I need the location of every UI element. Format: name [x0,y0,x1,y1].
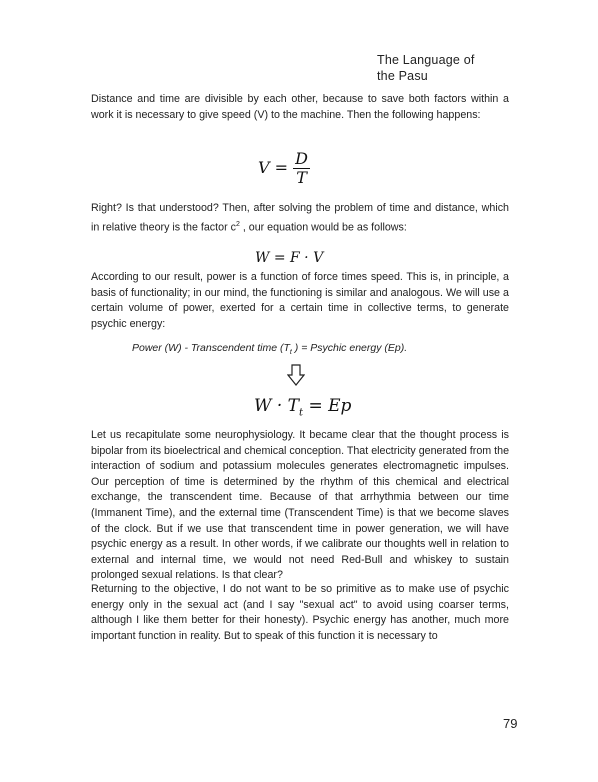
fraction-denominator: T [296,168,307,187]
fraction-numerator: D [295,149,308,168]
formula-power: W = F · V [255,250,324,266]
paragraph-text: According to our result, power is a function of force times speed. This is, in principle, a basis of functionality; in our mind, the functioning is similar and analogous. We will use a certain volume of power, exerted for a certain time in collective terms, to generate psychic energy: [91,271,509,330]
inline-equation [132,342,407,356]
text-run: , our equation would be as follows: [239,221,407,234]
subscript: t [289,349,292,357]
superscript: 2 [235,220,240,228]
fraction [293,150,310,187]
paragraph-text: Let us recapitulate some neurophysiology. It became clear that the thought process is bipolar from its bioelectrical and chemical conception. That electricity generated from the interaction of sodium and potassium molecules generates electromagnetic impulses. Our perception of time is determined by the rhythm of this chemical and electrical exchange, the transcendent time. Because of that arrhythmia between our time (Immanent Time), and the external time (Transcendent Time) is that we become slaves of the clock. But if we use that transcendent time in power generation, we will have psychic energy as a result. In other words, if we calibrate our thoughts well in relation to external and internal time, we would not need Red-Bull and whiskey to sustain prolonged sexual relations. Is that clear? [91,429,510,582]
formula-speed [258,150,310,187]
formula-psychic-energy [254,396,351,418]
paragraph-text [91,201,509,236]
formula-lhs: V = [258,158,289,177]
paragraph-neurophysiology [91,428,509,584]
paragraph-objective [91,582,509,644]
header-line-2: the Pasu [377,69,428,83]
running-header [377,52,475,84]
formula-subscript: t [299,407,304,419]
formula-rhs: = Ep [303,396,352,416]
paragraph-speed [91,92,509,123]
paragraph-relativity [91,201,509,236]
paragraph-text: Distance and time are divisible by each other, because to save both factors within a work it is necessary to give speed (V) to the machine. Then the following happens: [91,93,509,121]
text-run: Power (W) - Transcendent time (T [132,342,290,354]
header-line-1: The Language of [377,53,475,67]
page-number: 79 [503,716,518,731]
text-run: ) = Psychic energy (Ep). [291,342,408,354]
formula-main: W · T [254,396,300,416]
paragraph-text: Returning to the objective, I do not want to be so primitive as to make use of psychic energy only in the sexual act (and I say "sexual act" to avoid using coarser terms, although I like them better for their honesty). Psychic energy has another, much more important function in reality. But to speak of this function it is necessary to [91,583,509,642]
text-run: Right? Is that understood? Then, after solving the problem of time and distance, which in relative theory is the factor c [91,202,509,234]
down-arrow-icon [287,364,305,386]
paragraph-power [91,270,509,332]
